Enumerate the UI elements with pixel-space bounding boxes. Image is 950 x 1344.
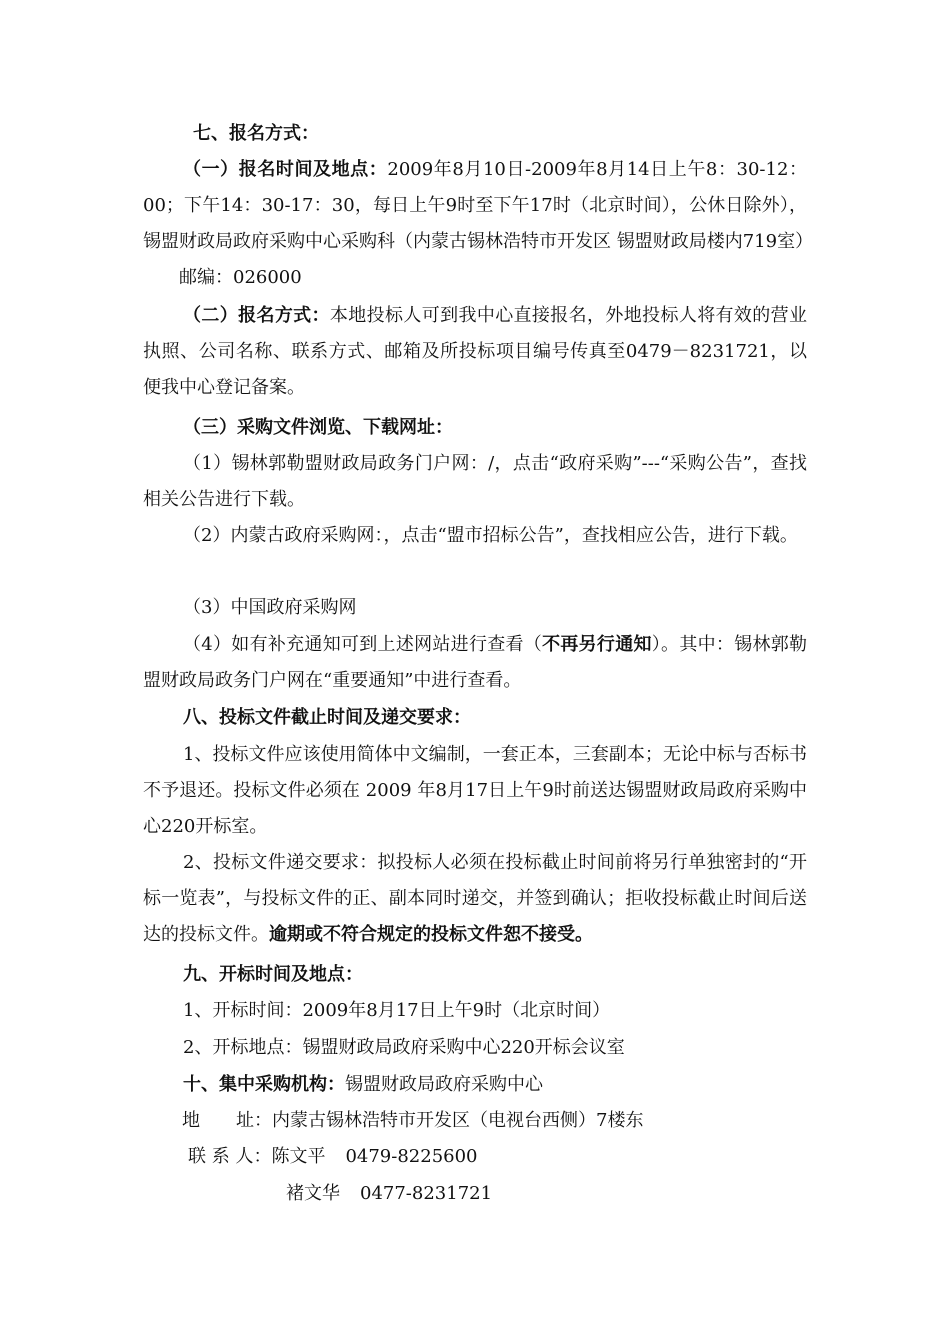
contact-1-phone: 0479-8225600 (345, 1146, 478, 1167)
contact-2-phone: 0477-8231721 (360, 1183, 493, 1204)
opening-place: 2、开标地点：锡盟财政局政府采购中心220开标会议室 (183, 1037, 625, 1058)
contact-label: 联 系 人： (188, 1146, 272, 1167)
section-8-paragraph-2 (143, 845, 807, 953)
item4-pre: （4）如有补充通知可到上述网站进行查看（ (183, 634, 543, 655)
section-7-sub2-paragraph (143, 298, 807, 406)
contact-line-2 (286, 1176, 950, 1212)
address-line (182, 1103, 846, 1139)
sub1-postcode: 邮编：026000 (179, 267, 302, 288)
section-9-heading: 九、开标时间及地点： (183, 964, 363, 985)
address-label: 地 址： (182, 1110, 272, 1131)
sub2-label: （二）报名方式： (183, 305, 330, 326)
sub3-item-4 (143, 627, 807, 699)
section-7-sub3-heading: （三）采购文件浏览、下载网址： (183, 417, 453, 438)
address-value: 内蒙古锡林浩特市开发区（电视台西侧）7楼东 (272, 1110, 644, 1131)
item4-bold: 不再另行通知 (542, 634, 652, 655)
sub1-text: 2009年8月10日-2009年8月14日上午8：30-12：00；下午14：30-17：30，每日上午9时至下午17时（北京时间），公休日除外），锡盟财政局政府采购中心采购科（内蒙古锡林浩特市开发区 锡盟财政局楼内719室） (143, 159, 814, 252)
section-10-heading: 十、集中采购机构： (183, 1074, 345, 1095)
sub3-item-2: （2）内蒙古政府采购网：，点击“盟市招标公告”，查找相应公告，进行下载。 (183, 525, 798, 546)
item4-post: ）。其中：锡林郭勒盟财政局政务门户网在“重要通知”中进行查看。 (143, 634, 808, 691)
contact-2-name: 褚文华 (286, 1183, 340, 1204)
section-8-heading: 八、投标文件截止时间及递交要求： (183, 707, 471, 728)
section-8-paragraph-1: 1、投标文件应该使用简体中文编制，一套正本，三套副本；无论中标与否标书不予退还。投标文件必须在 2009 年8月17日上午9时前送达锡盟财政局政府采购中心220开标室。 (143, 744, 807, 837)
sub3-item-1: （1）锡林郭勒盟财政局政务门户网：/，点击“政府采购”---“采购公告”，查找相关公告进行下载。 (143, 453, 807, 510)
section-10-line (143, 1067, 807, 1103)
sub3-item-3: （3）中国政府采购网 (183, 597, 357, 618)
contact-1-name: 陈文平 (271, 1146, 326, 1167)
opening-time: 1、开标时间：2009年8月17日上午9时（北京时间） (183, 1000, 611, 1021)
sub1-label: （一）报名时间及地点： (183, 159, 388, 180)
section-7-heading: 七、报名方式： (193, 123, 319, 144)
sub2-text: 本地投标人可到我中心直接报名，外地投标人将有效的营业执照、公司名称、联系方式、邮箱及所投标项目编号传真至0479－8231721，以便我中心登记备案。 (143, 305, 808, 398)
section-8-p2-bold: 逾期或不符合规定的投标文件恕不接受。 (269, 924, 593, 945)
section-7-sub1-paragraph (143, 152, 814, 296)
contact-line-1 (188, 1139, 852, 1175)
section-10-org: 锡盟财政局政府采购中心 (345, 1074, 543, 1095)
section-8-p2-text: 2、投标文件递交要求：拟投标人必须在投标截止时间前将另行单独密封的“开标一览表”，与投标文件的正、副本同时递交，并签到确认；拒收投标截止时间后送达的投标文件。 (143, 852, 807, 945)
